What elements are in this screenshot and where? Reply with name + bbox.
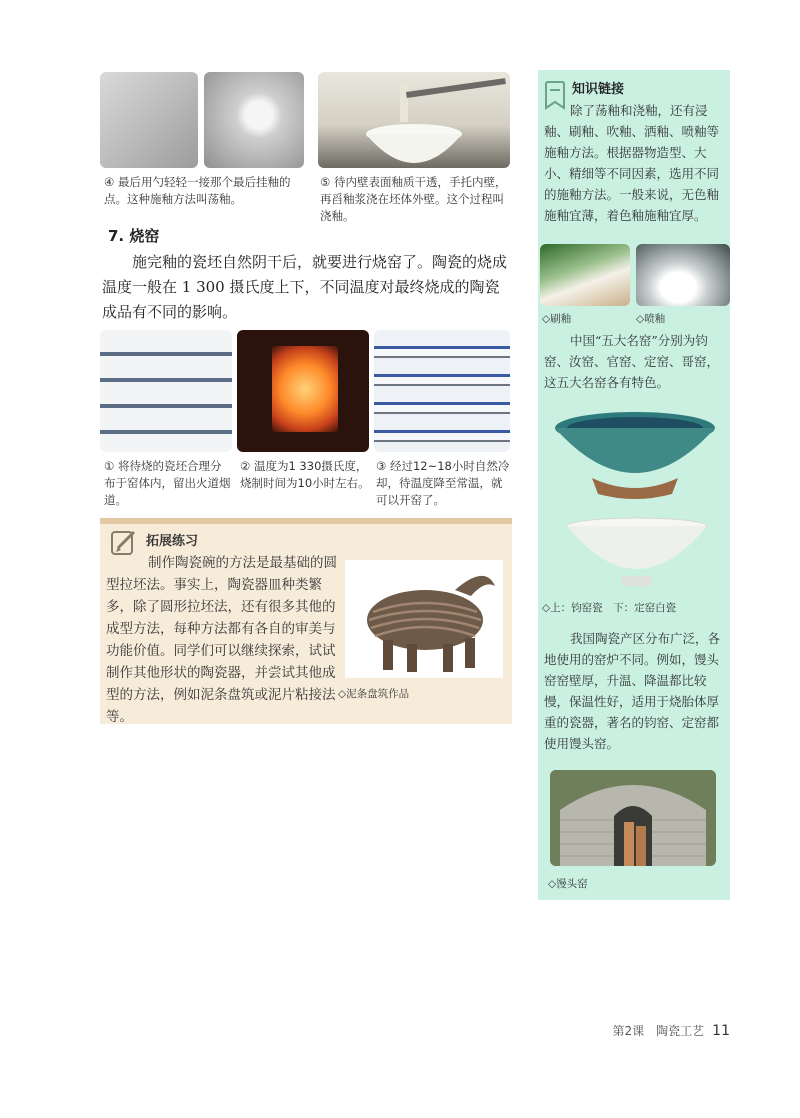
caption-spray-glaze: ◇喷釉: [636, 313, 666, 325]
section-title: 7. 烧窑: [108, 227, 160, 245]
photo-glaze-swirl-2: [204, 72, 304, 168]
knowledge-link-title: 知识链接: [572, 82, 625, 97]
caption-coil-work: ◇泥条盘筑作品: [338, 688, 410, 700]
caption-step-4: ④ 最后用勺轻轻一接那个最后挂釉的点。这种施釉方法叫荡釉。: [104, 175, 291, 206]
sidebar-glazing-text-body: 除了荡釉和浇釉，还有浸釉、刷釉、吹釉、洒釉、喷釉等施釉方法。根据器物造型、大小、精细等不同因素，选用不同的施釉方法。一般来说，无色釉施釉宜薄，着色釉施釉宜厚。: [544, 103, 720, 223]
sidebar-glazing-text: [544, 100, 726, 226]
extension-text-body: 制作陶瓷碗的方法是最基础的圆型拉坯法。事实上，陶瓷器皿种类繁多，除了圆形拉坯法，还有很多其他的成型方法，每种方法都有各自的审美与功能价值。同学们可以继续探索，试试制作其他形状的陶瓷器，并尝试其他成型的方法，例如泥条盘筑或泥片粘接法等。: [106, 555, 337, 725]
caption-kiln-2: ② 温度为1 330摄氏度，烧制时间为10小时左右。: [240, 459, 370, 490]
footer-lesson: 第2课 陶瓷工艺: [612, 1024, 705, 1038]
caption-famous-bowls: ◇上：钧窑瓷 下：定窑白瓷: [542, 602, 677, 614]
bowl-illustration: [318, 72, 510, 168]
photo-coil-sculpture: [345, 560, 503, 678]
kiln-fire-glow: [272, 346, 338, 432]
photo-brush-glaze: [540, 244, 630, 306]
page-number: 11: [712, 1023, 730, 1039]
photo-kiln-cooling: [374, 330, 510, 452]
caption-kiln-1: ① 将待烧的瓷坯合理分布于窑体内，留出火道烟道。: [104, 459, 231, 507]
photo-spray-glaze: [636, 244, 730, 306]
section-body-text: 施完釉的瓷坯自然阴干后，就要进行烧窑了。陶瓷的烧成温度一般在 1 300 摄氏度上下，不同温度对最终烧成的陶瓷成品有不同的影响。: [102, 253, 508, 321]
sidebar-mantou-text-body: 我国陶瓷产区分布广泛，各地使用的窑炉不同。例如，馒头窑窑壁厚，升温、降温都比较慢，保温性好，适用于烧胎体厚重的瓷器，著名的钧窑、定窑都使用馒头窑。: [544, 631, 721, 751]
photo-jun-bowl: [552, 408, 718, 504]
caption-step-5: ⑤ 待内壁表面釉质干透，手托内壁，再舀釉浆浇在坯体外壁。这个过程叫浇釉。: [320, 175, 507, 223]
extension-band: [100, 518, 512, 524]
caption-kiln-3: ③ 经过12~18小时自然冷却，待温度降至常温，就可以开窑了。: [376, 459, 510, 507]
page-footer: [613, 1022, 730, 1039]
section-body: [102, 250, 512, 325]
sidebar-kilns-text: [544, 330, 726, 393]
photo-kiln-loading: [100, 330, 232, 452]
extension-title: 拓展练习: [146, 534, 199, 549]
photo-glaze-swirl-1: [100, 72, 198, 168]
photo-ding-bowl: [566, 516, 708, 590]
caption-mantou-kiln: ◇馒头窑: [548, 878, 588, 890]
photo-kiln-firing: [237, 330, 369, 452]
photo-glaze-pour: [318, 72, 510, 168]
photo-mantou-kiln: [550, 770, 716, 866]
extension-text: [106, 552, 342, 728]
caption-brush-glaze: ◇刷釉: [542, 313, 572, 325]
sidebar-mantou-text: [544, 628, 726, 754]
sidebar-kilns-text-body: 中国“五大名窑”分别为钧窑、汝窑、官窑、定窑、哥窑，这五大名窑各有特色。: [544, 333, 720, 390]
